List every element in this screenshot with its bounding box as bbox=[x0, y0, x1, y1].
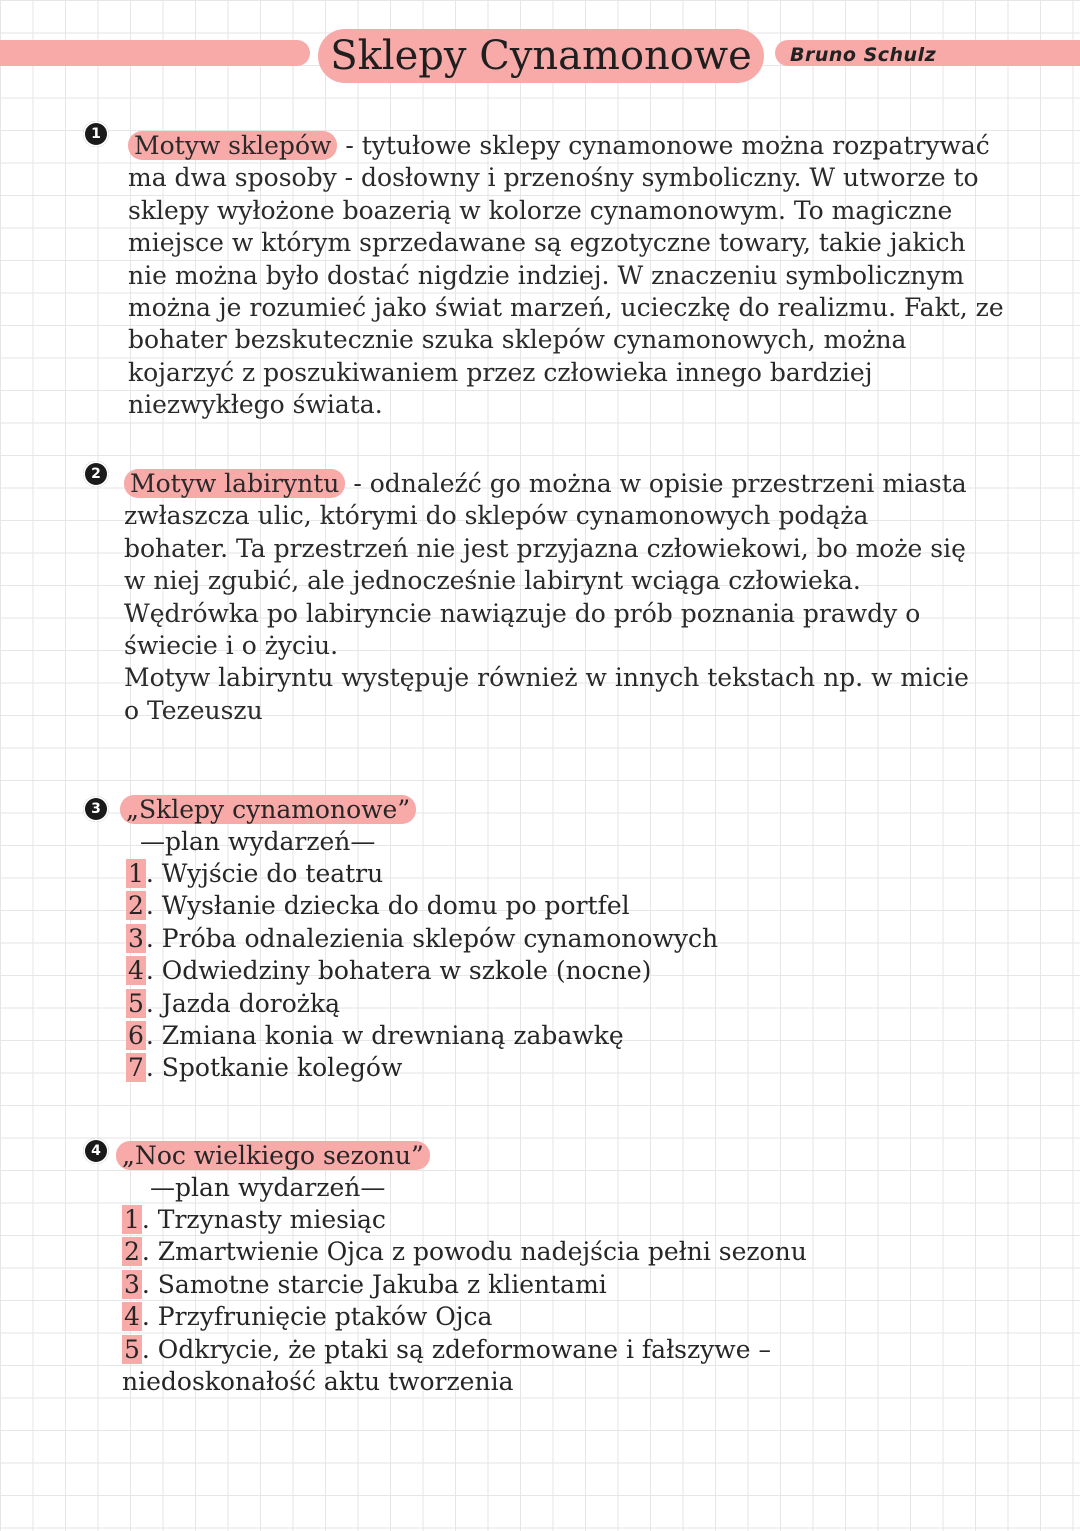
list-item: 1. Wyjście do teatru bbox=[128, 859, 384, 888]
list-item: 4. Odwiedziny bohatera w szkole (nocne) bbox=[128, 956, 652, 986]
section-number-3: 3 bbox=[83, 796, 109, 822]
section-4-heading-row bbox=[116, 1140, 430, 1172]
section-3-heading: „Sklepy cynamonowe” bbox=[120, 795, 416, 824]
list-item: 5. Odkrycie, że ptaki są zdeformowane i fałszywe – bbox=[124, 1334, 771, 1364]
list-item: 5. Jazda dorożką bbox=[128, 988, 341, 1018]
header-band-left bbox=[0, 40, 310, 66]
section-4-continuation: niedoskonałość aktu tworzenia bbox=[122, 1367, 514, 1396]
section-2-heading: Motyw labiryntu bbox=[124, 469, 345, 498]
section-number-2: 2 bbox=[83, 461, 109, 487]
list-item: 3. Samotne starcie Jakuba z klientami bbox=[124, 1269, 607, 1299]
list-item: 7. Spotkanie kolegów bbox=[128, 1053, 403, 1083]
section-number-1: 1 bbox=[83, 121, 109, 147]
list-item: 6. Zmiana konia w drewnianą zabawkę bbox=[128, 1021, 624, 1051]
section-4-subtitle: —plan wydarzeń— bbox=[150, 1173, 386, 1202]
section-1-text bbox=[128, 130, 1068, 422]
section-1-heading: Motyw sklepów bbox=[128, 131, 337, 160]
section-3-heading-row bbox=[120, 794, 416, 826]
section-3-subtitle: —plan wydarzeń— bbox=[140, 827, 376, 856]
author-name: Bruno Schulz bbox=[790, 44, 937, 66]
section-2-body: - odnaleźć go można w opisie przestrzeni miasta zwłaszcza ulic, którymi do sklepów cynamonowych podąża bohater. Ta przestrzeń nie jest przyjazna człowiekowi, bo może się w niej zgubić, ale jednocześnie labirynt wciąga człowieka. Wędrówka po labiryncie nawiązuje do prób poznania prawdy o świecie i o życiu. Motyw labiryntu występuje również w innych tekstach np. w micie o Tezeuszu bbox=[124, 469, 969, 725]
page-title: Sklepy Cynamonowe bbox=[330, 33, 752, 79]
list-item: 3. Próba odnalezienia sklepów cynamonowych bbox=[128, 923, 719, 953]
list-item: 4. Przyfrunięcie ptaków Ojca bbox=[124, 1302, 493, 1332]
section-3-list bbox=[126, 858, 718, 1085]
list-item: 1. Trzynasty miesiąc bbox=[124, 1205, 386, 1234]
section-4-list bbox=[122, 1204, 807, 1366]
section-1-body: - tytułowe sklepy cynamonowe można rozpatrywać ma dwa sposoby - dosłowny i przenośny symboliczny. W utworze to sklepy wyłożone boazerią w kolorze cynamonowym. To magiczne miejsce w którym sprzedawane są egzotyczne towary, takie jakich nie można było dostać nigdzie indziej. W znaczeniu symbolicznym można je rozumieć jako świat marzeń, ucieczkę do realizmu. Fakt, ze bohater bezskutecznie szuka sklepów cynamonowych, można kojarzyć z poszukiwaniem przez człowieka innego bardziej niezwykłego świata. bbox=[128, 131, 1004, 420]
section-number-4: 4 bbox=[83, 1138, 109, 1164]
section-2-text bbox=[124, 468, 1064, 727]
list-item: 2. Zmartwienie Ojca z powodu nadejścia pełni sezonu bbox=[124, 1237, 807, 1267]
section-4-heading: „Noc wielkiego sezonu” bbox=[116, 1141, 430, 1170]
list-item: 2. Wysłanie dziecka do domu po portfel bbox=[128, 891, 630, 921]
